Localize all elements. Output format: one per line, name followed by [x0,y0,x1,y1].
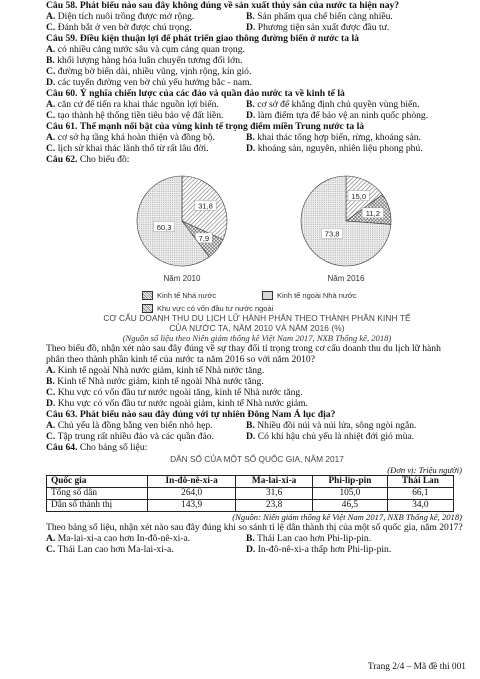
data-label: 31,8 [198,201,213,211]
option-text: các tuyến đường ven bờ chủ yếu hướng bắc - nam. [57,77,252,88]
table-cell: 143,9 [148,500,236,512]
answer-options [46,44,468,88]
table-cell: 46,5 [313,500,388,512]
pie-year-label: Năm 2010 [163,274,201,283]
answer-options [46,11,468,33]
option-text: lịch sử khai thác lãnh thổ từ rất lâu đời. [57,143,209,154]
option-text: Tập trung rất nhiều đảo và các quần đảo. [57,431,214,442]
option-letter: A. [46,365,56,376]
pie-year-label: Năm 2016 [327,274,365,283]
question-emphasis: không [172,0,198,11]
option-letter: B. [46,376,55,387]
question-text: Theo bảng số liệu, nhận xét nào sau đây đúng khi so sánh tỉ lệ dân thành thị của một số quốc gia, năm 2017? [46,522,463,533]
question-stem: Ý nghĩa chiến lược của các đảo và quần đảo nước ta về kinh tế là [79,88,345,99]
legend-label: Kinh tế Nhà nước [157,291,217,300]
option-text: có nhiều cảng nước sâu và cụm cảng quan trọng. [57,44,245,55]
option-letter: A. [46,533,56,544]
chart-legend [46,286,468,314]
option-text: Khu vực có vốn đầu tư nước ngoài tăng, kinh tế Nhà nước tăng. [57,387,303,398]
column-header: Ma-lai-xi-a [236,476,313,488]
answer-options [46,420,468,442]
legend-label: Kinh tế ngoài Nhà nước [277,291,357,300]
answer-option [246,533,468,544]
question-stem: Cho biểu đồ: [79,154,130,165]
question-number: Câu 63. [46,409,78,420]
table-title: DÂN SỐ CỦA MỘT SỐ QUỐC GIA, NĂM 2017 [170,454,344,464]
option-letter: C. [46,431,56,442]
legend-swatch-fdi [142,304,153,313]
answer-option [46,376,468,387]
option-letter: C. [46,143,56,154]
option-letter: D. [246,544,256,555]
question-stem: Điều kiện thuận lợi để phát triển giao thông đường biển ở nước ta là [79,33,359,44]
option-text: Ma-lai-xi-a cao hơn In-đô-nê-xi-a. [57,533,191,544]
option-text: Kinh tế Nhà nước giảm, kinh tế ngoài Nhà nước tăng. [57,376,264,387]
question-number: Câu 62. [46,154,78,165]
chart-source: (Nguồn số liệu theo Niên giám thống kê Việt Nam 2017, NXB Thống kê, 2018) [122,333,392,343]
option-letter: D. [246,431,256,442]
table-row [47,488,454,500]
option-letter: B. [246,132,255,143]
option-letter: C. [46,387,56,398]
table-source: (Nguồn: Niên giám thống kê Việt Nam 2017, NXB Thống kê, 2018) [232,512,462,522]
option-letter: A. [46,44,56,55]
legend-item-fdi [142,303,273,314]
option-text: làm điểm tựa để bảo vệ an ninh quốc phòng. [257,110,429,121]
answer-options [46,365,468,409]
answer-option [46,55,468,66]
answer-option [46,11,246,22]
option-text: Phương tiện sản xuất được đầu tư. [257,22,390,33]
pie-chart-svg [46,166,466,286]
question-text-line2: phân theo thành phần kinh tế của nước ta năm 2016 so với năm 2010? [46,354,315,365]
page-footer: Trang 2/4 – Mã đề thi 001 [367,662,466,672]
option-text: Chủ yếu là đồng bằng ven biển nhỏ hẹp. [57,420,213,431]
answer-option [246,132,468,143]
option-text: Thái Lan cao hơn Phi-lip-pin. [257,533,372,544]
data-label: 15,0 [351,191,367,201]
option-text: khối lượng hàng hóa luân chuyển tương đối lớn. [57,55,243,66]
option-letter: D. [246,143,256,154]
table-cell: 264,0 [148,488,236,500]
option-letter: C. [46,110,56,121]
option-text: tạo thành hệ thống tiền tiêu bảo vệ đất liền. [57,110,224,121]
answer-option [46,66,468,77]
question-text: Theo biểu đồ, nhận xét nào sau đây đúng về sự thay đổi tỉ trọng trong cơ cấu doanh thu du lịch lữ hành [46,343,441,354]
option-letter: C. [46,544,56,555]
option-letter: D. [246,22,256,33]
question-number: Câu 61. [46,121,78,132]
table-header-row [47,476,454,488]
option-text: Kinh tế ngoài Nhà nước giảm, kinh tế Nhà nước tăng. [57,365,265,376]
option-letter: B. [246,533,255,544]
answer-option [246,420,468,431]
question-header [46,33,468,44]
question-62 [46,154,468,165]
legend-label: Khu vực có vốn đầu tư nước ngoài [157,304,274,313]
legend-item-state [142,290,216,301]
option-text: Khu vực có vốn đầu tư nước ngoài giảm, kinh tế Nhà nước giảm. [57,398,308,409]
answer-option [46,387,468,398]
question-header [46,0,468,11]
question-61 [46,121,468,154]
column-header: Phi-lip-pin [313,476,388,488]
option-text: In-đô-nê-xi-a thấp hơn Phi-lip-pin. [257,544,392,555]
table-unit: (Đơn vị: Triệu người) [387,465,462,475]
question-header [46,121,468,132]
question-58 [46,0,468,33]
question-number: Câu 59. [46,33,78,44]
question-number: Câu 60. [46,88,78,99]
answer-option [246,11,468,22]
data-label: 7,9 [198,234,210,244]
answer-options [46,132,468,154]
table-cell: 31,6 [236,488,313,500]
answer-option [46,365,468,376]
answer-option [46,99,246,110]
answer-options [46,533,468,555]
option-text: Đánh bắt ở ven bờ được chú trọng. [57,22,192,33]
answer-option [46,77,468,88]
answer-option [46,533,246,544]
option-text: Diện tích nuôi trồng được mở rộng. [57,11,195,22]
option-letter: A. [46,99,56,110]
chart-title-line2: CỦA NƯỚC TA, NĂM 2010 VÀ NĂM 2016 (%) [169,322,345,333]
answer-option [46,420,246,431]
legend-swatch-nonstate [262,291,273,300]
option-text: Nhiều đồi núi và núi lửa, sông ngòi ngắn. [257,420,417,431]
option-text: căn cứ để tiến ra khai thác nguồn lợi biển. [57,99,219,110]
option-text: cơ sở hạ tầng khá hoàn thiện và đồng bộ. [57,132,215,143]
column-header: In-đô-nê-xi-a [148,476,236,488]
data-label: 11,2 [365,209,380,219]
option-letter: B. [246,420,255,431]
answer-option [46,44,468,55]
question-60 [46,88,468,121]
column-header-country: Quốc gia [47,476,148,488]
option-letter: B. [46,55,55,66]
option-text: Sản phẩm qua chế biến càng nhiều. [257,11,393,22]
option-letter: D. [46,77,56,88]
option-letter: D. [246,110,256,121]
table-cell: 34,0 [387,500,453,512]
option-letter: B. [246,11,255,22]
question-stem-end: đúng về sản xuất thủy sản của nước ta hiện nay? [197,0,400,11]
answer-option [46,544,246,555]
question-stem: Thế mạnh nổi bật của vùng kinh tế trọng điểm miền Trung nước ta là [79,121,365,132]
answer-option [46,398,468,409]
chart-title: CƠ CẤU DOANH THU DU LỊCH LỮ HÀNH PHÂN THEO THÀNH PHẦN KINH TẾ [103,313,411,323]
answer-option [246,544,468,555]
option-text: Có khí hậu chủ yếu là nhiệt đới gió mùa. [257,431,415,442]
question-stem: Phát biểu nào sau đây [79,0,173,11]
answer-option [46,22,246,33]
answer-option [246,110,468,121]
legend-item-nonstate [262,290,357,301]
option-text: cơ sở để khẳng định chủ quyền vùng biển. [257,99,420,110]
answer-option [46,431,246,442]
population-table [46,475,454,512]
row-label: Dân số thành thị [47,500,148,512]
question-header [46,88,468,99]
option-text: khai thác tổng hợp biển, rừng, khoáng sản. [257,132,421,143]
option-letter: B. [246,99,255,110]
answer-option [246,99,468,110]
option-text: đường bờ biển dài, nhiều vũng, vịnh rộng, kín gió. [57,66,252,77]
option-letter: A. [46,420,56,431]
data-label: 73,8 [324,229,340,239]
question-stem: Phát biểu nào sau đây đúng với tự nhiên Đông Nam Á lục địa? [79,409,336,420]
question-stem: Cho bảng số liệu: [79,442,148,453]
row-label: Tổng số dân [47,488,148,500]
question-63 [46,409,468,442]
answer-options [46,99,468,121]
answer-option [246,431,468,442]
option-letter: C. [46,22,56,33]
column-header: Thái Lan [387,476,453,488]
table-cell: 23,8 [236,500,313,512]
answer-option [246,143,468,154]
option-letter: C. [46,66,56,77]
data-label: 60,3 [156,222,172,232]
answer-option [46,110,246,121]
answer-option [246,22,468,33]
answer-option [46,143,246,154]
question-list [46,0,468,154]
option-text: khoáng sản, nguyên, nhiên liệu phong phú. [257,143,423,154]
pie-charts [46,166,468,286]
option-letter: A. [46,132,56,143]
option-text: Thái Lan cao hơn Ma-lai-xi-a. [57,544,174,555]
question-62-body [46,343,468,409]
question-59 [46,33,468,88]
table-cell: 66,1 [387,488,453,500]
question-number: Câu 64. [46,442,78,453]
question-64 [46,442,468,555]
option-letter: A. [46,11,56,22]
table-cell: 105,0 [313,488,388,500]
legend-swatch-state [142,291,153,300]
question-number: Câu 58. [46,0,78,11]
table-row [47,500,454,512]
option-letter: D. [46,398,56,409]
table-body [47,488,454,512]
answer-option [46,132,246,143]
